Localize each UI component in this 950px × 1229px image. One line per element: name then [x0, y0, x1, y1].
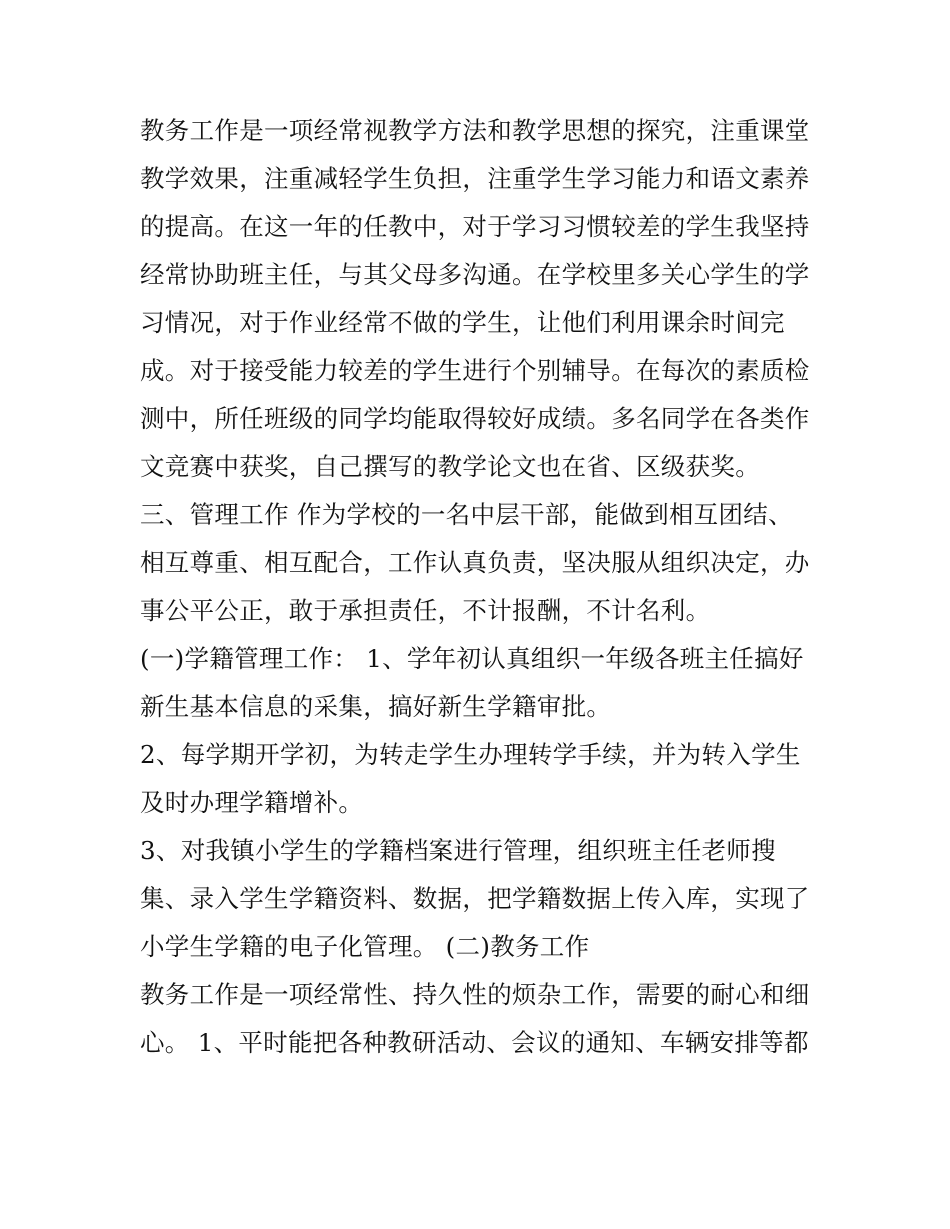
- text-line: 成。对于接受能力较差的学生进行个别辅导。在每次的素质检: [140, 356, 810, 385]
- text-line: 习情况，对于作业经常不做的学生，让他们利用课余时间完: [140, 308, 785, 337]
- text-line: 教学效果，注重减轻学生负担，注重学生学习能力和语文素养: [140, 164, 810, 193]
- text-line: 3、对我镇小学生的学籍档案进行管理，组织班主任老师搜: [140, 836, 776, 865]
- document-body: [140, 107, 820, 1067]
- text-line: 教务工作是一项经常视教学方法和教学思想的探究，注重课堂: [140, 116, 810, 145]
- text-line: 集、录入学生学籍资料、数据，把学籍数据上传入库，实现了: [140, 884, 810, 913]
- text-line: 测中，所任班级的同学均能取得较好成绩。多名同学在各类作: [140, 404, 810, 433]
- text-line: 小学生学籍的电子化管理。 (二)教务工作: [140, 932, 590, 961]
- section-heading-line: 三、管理工作 作为学校的一名中层干部，能做到相互团结、: [140, 500, 793, 529]
- text-line: 新生基本信息的采集，搞好新生学籍审批。: [140, 692, 612, 721]
- text-line: 文竞赛中获奖，自己撰写的教学论文也在省、区级获奖。: [140, 452, 760, 481]
- text-line: 2、每学期开学初，为转走学生办理转学手续，并为转入学生: [140, 740, 801, 769]
- text-line: 心。 1、平时能把各种教研活动、会议的通知、车辆安排等都: [140, 1028, 809, 1057]
- text-line: 经常协助班主任，与其父母多沟通。在学校里多关心学生的学: [140, 260, 810, 289]
- subsection-heading-line: (一)学籍管理工作： 1、学年初认真组织一年级各班主任搞好: [140, 644, 804, 673]
- text-line: 的提高。在这一年的任教中，对于学习习惯较差的学生我坚持: [140, 212, 810, 241]
- text-line: 相互尊重、相互配合，工作认真负责，坚决服从组织决定，办: [140, 548, 810, 577]
- text-line: 教务工作是一项经常性、持久性的烦杂工作，需要的耐心和细: [140, 980, 810, 1009]
- text-line: 及时办理学籍增补。: [140, 788, 364, 817]
- text-line: 事公平公正，敢于承担责任，不计报酬，不计名利。: [140, 596, 711, 625]
